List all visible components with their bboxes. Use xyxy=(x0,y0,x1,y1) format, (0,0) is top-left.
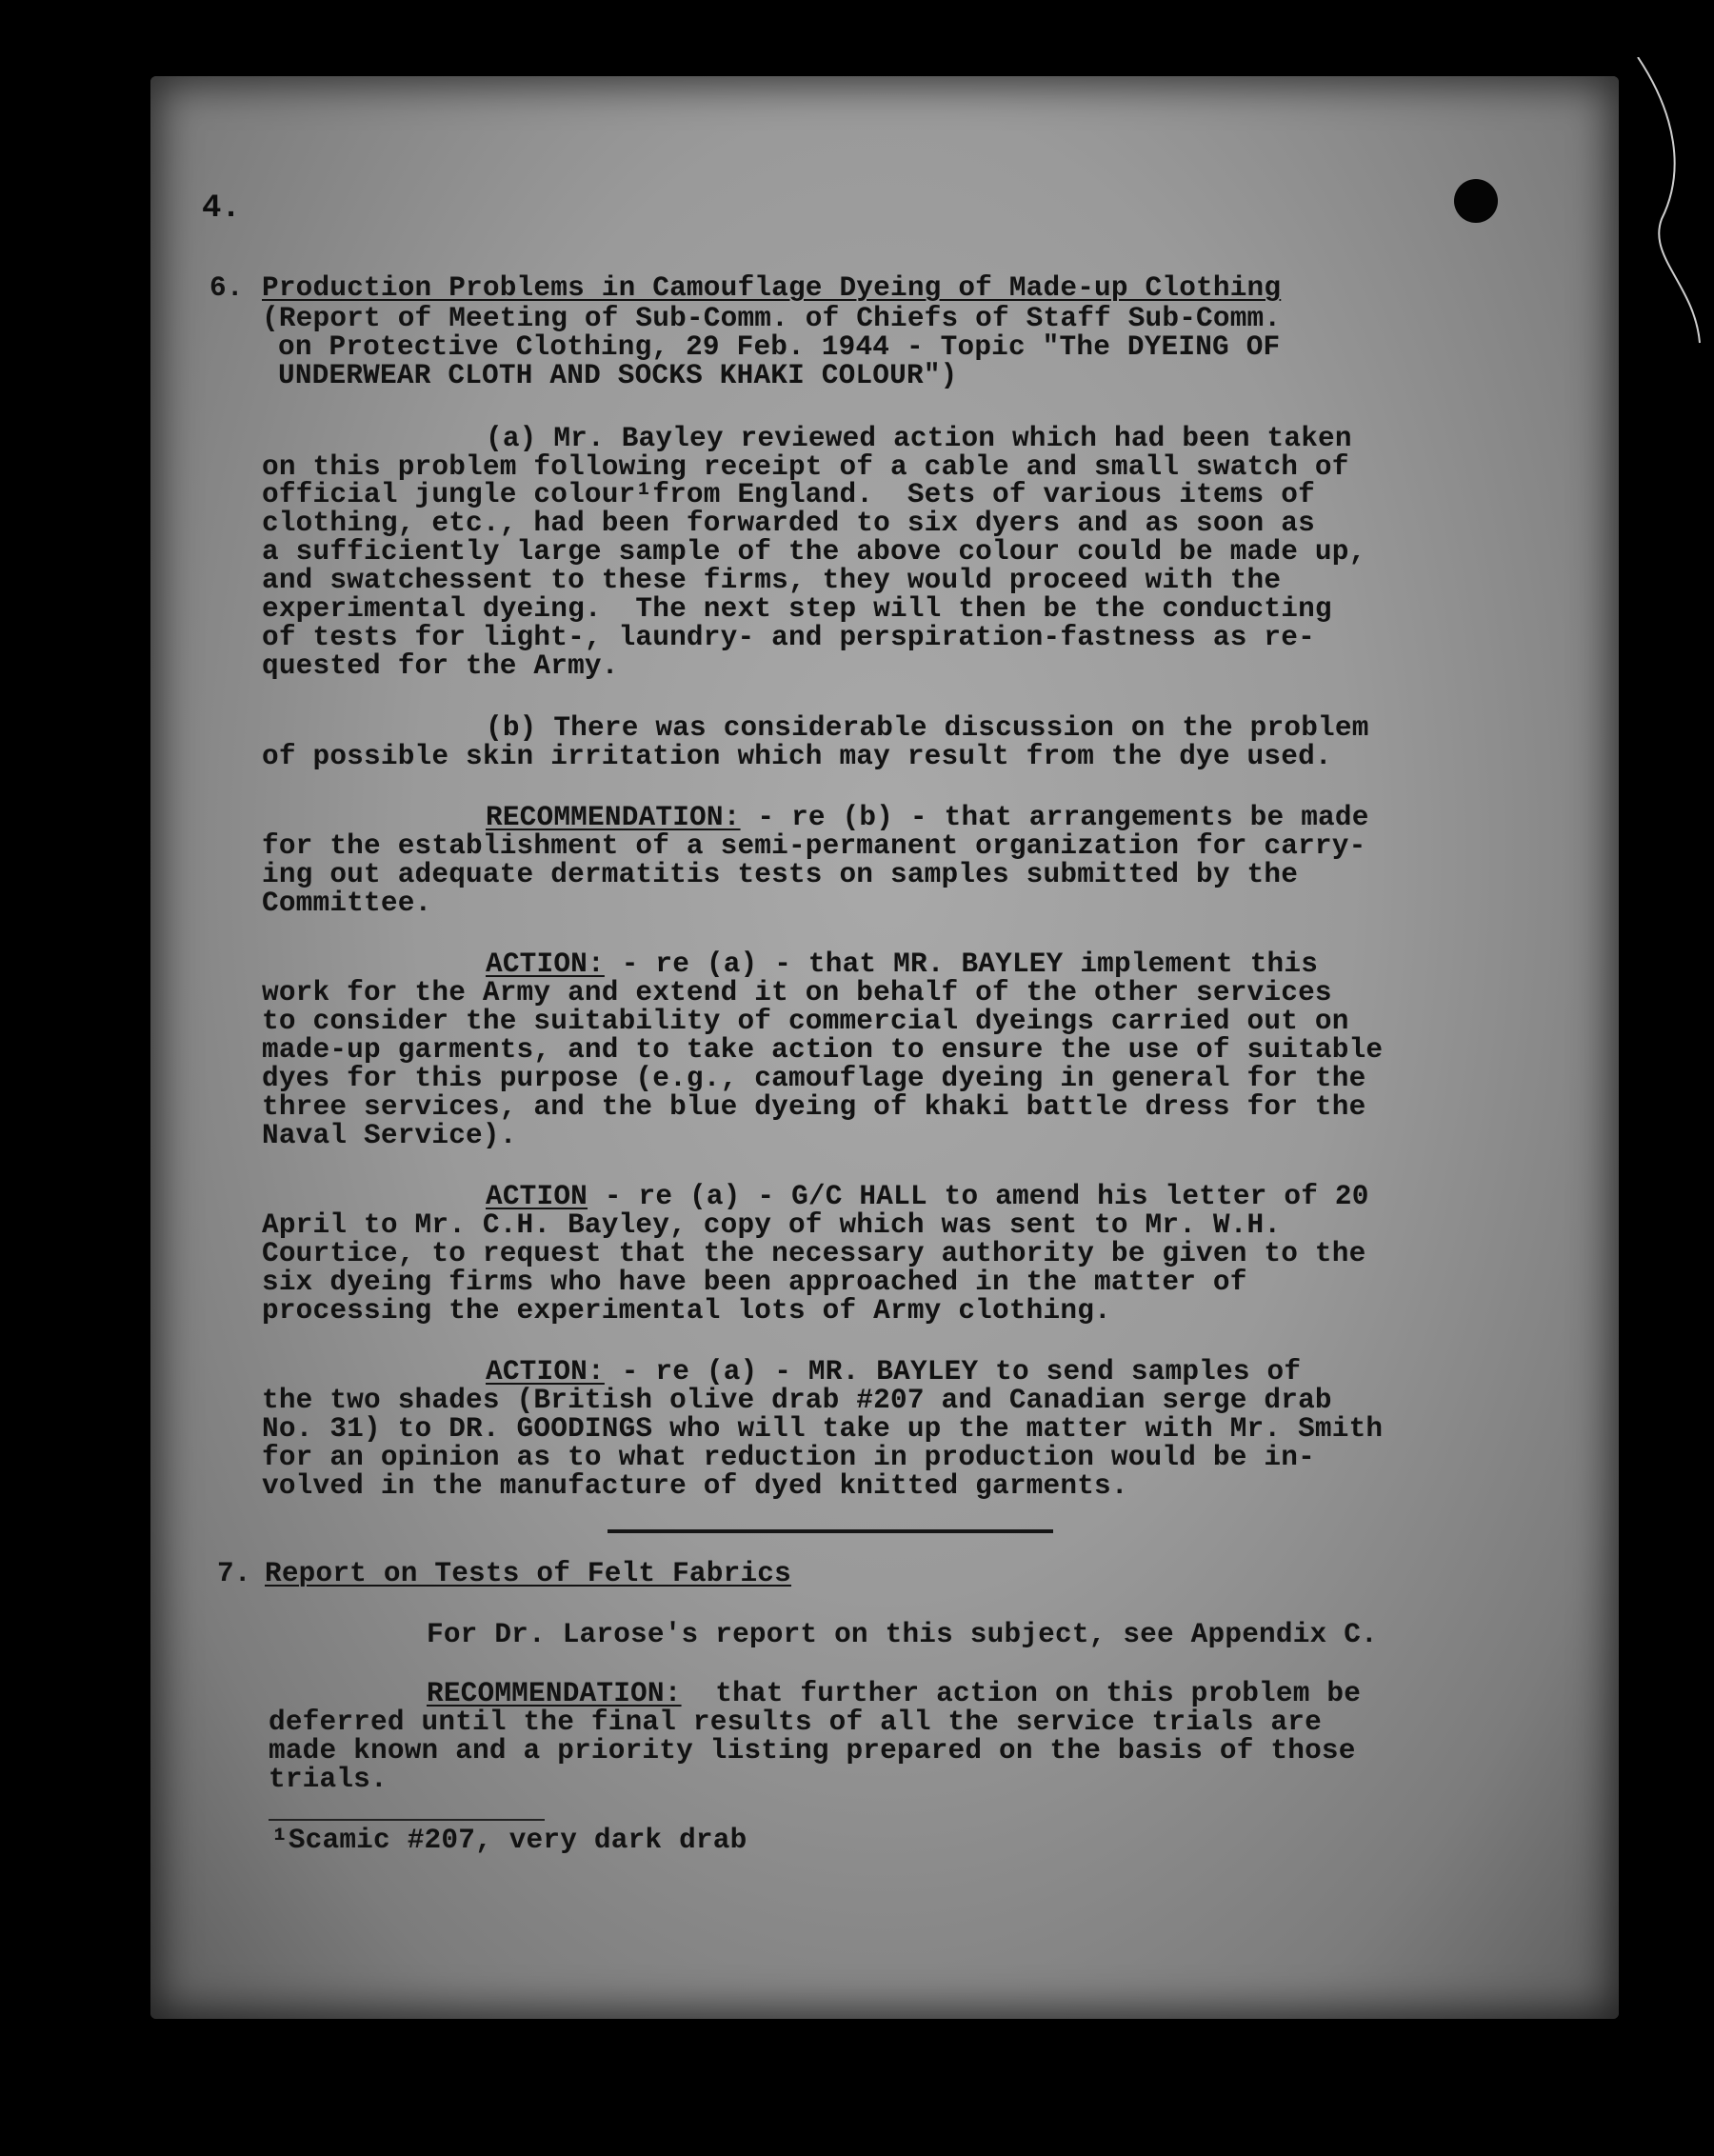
action-text: - re (a) - G/C HALL to amend his letter of 20 xyxy=(588,1181,1369,1212)
recommendation-text: - re (b) - that arrangements be made xyxy=(740,802,1369,833)
action-line: No. 31) to DR. GOODINGS who will take up the matter with Mr. Smith xyxy=(262,1413,1384,1445)
recommendation-line: trials. xyxy=(269,1764,388,1795)
recommendation-line: Committee. xyxy=(262,888,432,919)
para-a-line: of tests for light-, laundry- and perspiration-fastness as re- xyxy=(262,622,1315,653)
action-line: made-up garments, and to take action to ensure the use of suitable xyxy=(262,1034,1384,1066)
item6-subtitle-line: (Report of Meeting of Sub-Comm. of Chiefs of Staff Sub-Comm. xyxy=(262,303,1282,334)
action-line: dyes for this purpose (e.g., camouflage dyeing in general for the xyxy=(262,1063,1366,1094)
item7-number: 7. xyxy=(217,1558,251,1589)
punch-hole xyxy=(1454,179,1498,223)
recommendation-line: for the establishment of a semi-permanent organization for carry- xyxy=(262,830,1366,862)
para-a-line: official jungle colour¹from England. Sets of various items of xyxy=(262,479,1315,510)
recommendation-line xyxy=(486,802,1369,833)
action-line: volved in the manufacture of dyed knitted garments. xyxy=(262,1470,1128,1502)
action-line: processing the experimental lots of Army clothing. xyxy=(262,1295,1111,1327)
recommendation-line: ing out adequate dermatitis tests on samples submitted by the xyxy=(262,859,1299,890)
action-line xyxy=(486,948,1318,980)
para-a-line: quested for the Army. xyxy=(262,650,619,682)
recommendation-line: made known and a priority listing prepared on the basis of those xyxy=(269,1735,1356,1767)
action-line xyxy=(486,1181,1369,1212)
item6-title: Production Problems in Camouflage Dyeing of Made-up Clothing xyxy=(262,272,1282,304)
action-line: Naval Service). xyxy=(262,1120,517,1151)
footnote-rule xyxy=(269,1819,545,1821)
para-a-line: clothing, etc., had been forwarded to six dyers and as soon as xyxy=(262,508,1315,539)
action-line: April to Mr. C.H. Bayley, copy of which was sent to Mr. W.H. xyxy=(262,1209,1282,1241)
action-line: for an opinion as to what reduction in production would be in- xyxy=(262,1442,1315,1473)
page-edge-tear xyxy=(1619,57,1714,438)
item7-title: Report on Tests of Felt Fabrics xyxy=(265,1558,791,1589)
recommendation-text: that further action on this problem be xyxy=(681,1678,1362,1709)
action-label: ACTION: xyxy=(486,1356,605,1387)
item7-intro: For Dr. Larose's report on this subject, see Appendix C. xyxy=(427,1619,1378,1650)
action-line xyxy=(486,1356,1301,1387)
action-line: three services, and the blue dyeing of khaki battle dress for the xyxy=(262,1091,1366,1123)
action-line: six dyeing firms who have been approached in the matter of xyxy=(262,1267,1247,1298)
para-a-line: a sufficiently large sample of the above colour could be made up, xyxy=(262,536,1366,568)
recommendation-label: RECOMMENDATION: xyxy=(486,802,741,833)
para-a-line: (a) Mr. Bayley reviewed action which had been taken xyxy=(486,423,1352,454)
para-b-line: (b) There was considerable discussion on the problem xyxy=(486,712,1369,744)
para-a-line: experimental dyeing. The next step will then be the conducting xyxy=(262,593,1332,625)
para-b-line: of possible skin irritation which may result from the dye used. xyxy=(262,741,1332,772)
action-text: - re (a) - that MR. BAYLEY implement this xyxy=(604,948,1319,980)
action-line: the two shades (British olive drab #207 and Canadian serge drab xyxy=(262,1385,1332,1416)
item6-number: 6. xyxy=(209,272,244,304)
recommendation-line: deferred until the final results of all the service trials are xyxy=(269,1707,1322,1738)
recommendation-label: RECOMMENDATION: xyxy=(427,1678,682,1709)
action-line: to consider the suitability of commercial dyeings carried out on xyxy=(262,1006,1349,1037)
item6-subtitle-line: UNDERWEAR CLOTH AND SOCKS KHAKI COLOUR") xyxy=(278,360,958,391)
item6-subtitle-line: on Protective Clothing, 29 Feb. 1944 - Topic "The DYEING OF xyxy=(278,331,1281,363)
action-label: ACTION xyxy=(486,1181,588,1212)
action-line: work for the Army and extend it on behalf of the other services xyxy=(262,977,1332,1008)
action-text: - re (a) - MR. BAYLEY to send samples of xyxy=(604,1356,1302,1387)
recommendation-line xyxy=(427,1678,1361,1709)
para-a-line: and swatchessent to these firms, they would proceed with the xyxy=(262,565,1282,596)
action-line: Courtice, to request that the necessary authority be given to the xyxy=(262,1238,1366,1269)
page-number: 4. xyxy=(202,190,241,227)
section-divider xyxy=(608,1529,1053,1533)
para-a-line: on this problem following receipt of a cable and small swatch of xyxy=(262,451,1349,483)
footnote: ¹Scamic #207, very dark drab xyxy=(271,1825,747,1856)
action-label: ACTION: xyxy=(486,948,605,980)
